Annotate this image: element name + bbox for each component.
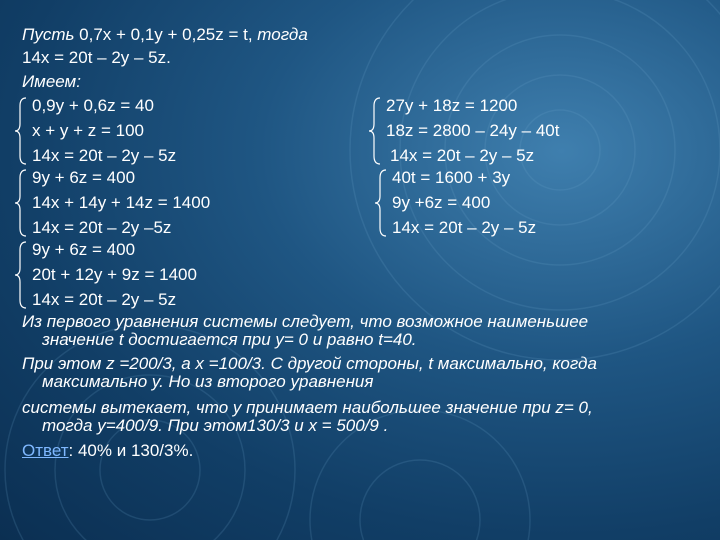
intro-line-2: 14x = 20t – 2y – 5z. xyxy=(22,48,171,67)
left-system-3-eq-2: 20t + 12y + 9z = 1400 xyxy=(32,265,197,284)
intro-expression: 0,7x + 0,1y + 0,25z = t, xyxy=(74,25,253,44)
left-system-1-eq-3: 14x = 20t – 2y – 5z xyxy=(32,146,177,165)
paragraph-2-first: При этом z =200/3, а x =100/3. С другой стороны, t максимально, когда xyxy=(22,354,597,373)
paragraph-3-first: системы вытекает, что y принимает наибольшее значение при z= 0, xyxy=(22,398,593,417)
left-brace-icon xyxy=(14,96,28,166)
paragraph-3 xyxy=(22,399,712,435)
intro-word-pust: Пусть xyxy=(22,25,75,44)
left-system-3-eq-3: 14x = 20t – 2y – 5z xyxy=(32,290,177,309)
paragraph-2-rest: максимально y. Но из второго уравнения xyxy=(42,372,374,391)
left-system-2-eq-1: 9y + 6z = 400 xyxy=(32,168,136,187)
left-system-1-eq-1: 0,9y + 0,6z = 40 xyxy=(32,96,154,115)
right-system-2-eq-3: 14x = 20t – 2y – 5z xyxy=(392,218,537,237)
paragraph-1-rest: значение t достигается при y= 0 и равно t=40. xyxy=(42,330,417,349)
left-system-2-eq-3: 14x = 20t – 2y –5z xyxy=(32,218,172,237)
left-brace-icon xyxy=(14,168,28,238)
right-system-2-eq-2: 9y +6z = 400 xyxy=(392,193,491,212)
answer-line xyxy=(22,441,193,461)
paragraph-3-rest: тогда y=400/9. При этом130/3 и x = 500/9 . xyxy=(42,416,389,435)
answer-text: : 40% и 130/3%. xyxy=(68,441,194,460)
intro-word-togda: тогда xyxy=(252,25,308,44)
right-brace-icon xyxy=(368,96,382,166)
right-system-2-eq-1: 40t = 1600 + 3y xyxy=(392,168,511,187)
intro-line-3: Имеем: xyxy=(22,72,81,91)
answer-link[interactable]: Ответ xyxy=(22,441,69,460)
right-system-1-eq-1: 27y + 18z = 1200 xyxy=(386,96,518,115)
left-brace-icon xyxy=(14,240,28,310)
right-system-1-eq-3: 14x = 20t – 2y – 5z xyxy=(390,146,535,165)
paragraph-1-first: Из первого уравнения системы следует, что возможное наименьшее xyxy=(22,312,589,331)
right-system-1-eq-2: 18z = 2800 – 24y – 40t xyxy=(386,121,560,140)
paragraph-1 xyxy=(22,313,712,349)
paragraph-2 xyxy=(22,355,712,391)
left-system-2-eq-2: 14x + 14y + 14z = 1400 xyxy=(32,193,211,212)
left-system-3-eq-1: 9y + 6z = 400 xyxy=(32,240,136,259)
intro-line-1 xyxy=(22,25,308,45)
left-system-1-eq-2: x + y + z = 100 xyxy=(32,121,144,140)
right-brace-icon xyxy=(374,168,388,238)
